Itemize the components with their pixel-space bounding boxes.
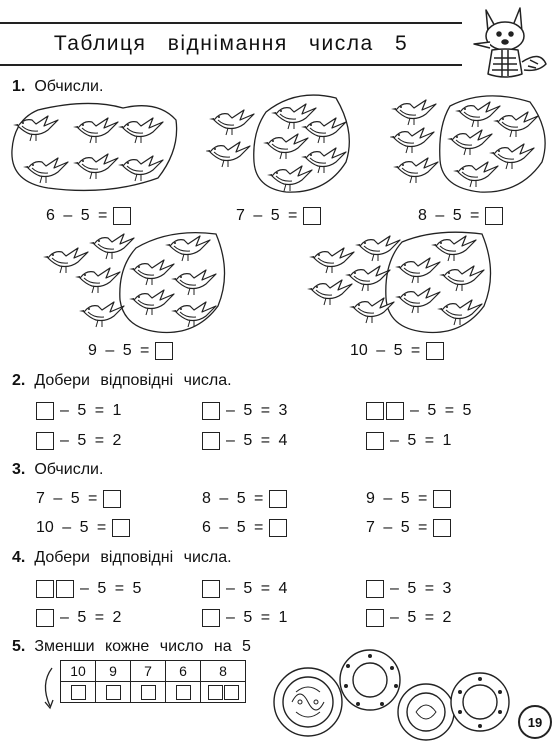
answer-box[interactable] — [303, 207, 321, 225]
section-title: Обчисли. — [34, 78, 104, 95]
bird-group-5 — [306, 228, 496, 338]
task1-expression: 6 – 5 = — [46, 207, 108, 224]
task1-example-5 — [350, 342, 444, 360]
task4-example-3 — [366, 580, 451, 598]
answer-box[interactable] — [269, 490, 287, 508]
table-cell — [131, 682, 166, 703]
task2-expression: – 5 = 3 — [226, 402, 288, 419]
task3-example-3 — [366, 490, 451, 508]
table-cell — [96, 682, 131, 703]
task4-example-5 — [202, 609, 287, 627]
task3-expression: 9 – 5 = — [366, 490, 428, 507]
table-cell: 9 — [96, 661, 131, 682]
task4-expression: – 5 = 4 — [226, 580, 288, 597]
table-cell: 7 — [131, 661, 166, 682]
bird-group-4 — [40, 228, 230, 338]
section-title: Добери відповідні числа. — [34, 372, 232, 389]
task4-expression: – 5 = 2 — [60, 609, 122, 626]
table-cell — [166, 682, 201, 703]
section-2-heading — [12, 372, 232, 390]
task1-expression: 7 – 5 = — [236, 207, 298, 224]
task3-expression: 8 – 5 = — [202, 490, 264, 507]
answer-box[interactable] — [202, 609, 220, 627]
answer-box[interactable] — [386, 402, 404, 420]
answer-box[interactable] — [366, 580, 384, 598]
task4-expression: – 5 = 2 — [390, 609, 452, 626]
curved-arrow-icon — [38, 664, 58, 714]
answer-box[interactable] — [366, 402, 384, 420]
page-number-badge — [518, 705, 552, 739]
answer-box[interactable] — [141, 685, 156, 700]
task4-expression: – 5 = 3 — [390, 580, 452, 597]
section-number: 2. — [12, 372, 26, 389]
answer-box[interactable] — [155, 342, 173, 360]
answer-box[interactable] — [269, 519, 287, 537]
task4-expression: – 5 = 1 — [226, 609, 288, 626]
section-number: 5. — [12, 638, 26, 655]
table-row — [61, 682, 246, 703]
task1-example-2 — [236, 207, 321, 225]
section-number: 1. — [12, 78, 26, 95]
decorative-plates — [270, 646, 510, 742]
fox-mascot-icon — [468, 2, 552, 84]
task1-example-1 — [46, 207, 131, 225]
answer-box[interactable] — [485, 207, 503, 225]
section-number: 3. — [12, 461, 26, 478]
section-3-heading — [12, 461, 103, 479]
section-title: Добери відповідні числа. — [34, 549, 232, 566]
task2-example-6 — [366, 432, 451, 450]
section-5-heading — [12, 638, 251, 656]
answer-box[interactable] — [433, 490, 451, 508]
table-cell: 10 — [61, 661, 96, 682]
answer-box[interactable] — [106, 685, 121, 700]
task2-example-5 — [202, 432, 287, 450]
task2-example-4 — [36, 432, 121, 450]
task2-expression: – 5 = 2 — [60, 432, 122, 449]
task4-example-4 — [36, 609, 121, 627]
bird-group-2 — [206, 92, 356, 197]
answer-box[interactable] — [36, 402, 54, 420]
table-cell: 6 — [166, 661, 201, 682]
task3-expression: 7 – 5 = — [36, 490, 98, 507]
answer-box[interactable] — [426, 342, 444, 360]
task2-expression: – 5 = 1 — [60, 402, 122, 419]
table-cell: 8 — [201, 661, 246, 682]
task2-example-2 — [202, 402, 287, 420]
answer-box[interactable] — [71, 685, 86, 700]
answer-box[interactable] — [366, 609, 384, 627]
task3-example-5 — [202, 519, 287, 537]
number-table — [60, 660, 246, 703]
title-bar — [0, 22, 462, 66]
answer-box[interactable] — [202, 402, 220, 420]
bird-group-3 — [390, 92, 550, 197]
task3-example-4 — [36, 519, 130, 537]
bird-group-1 — [8, 100, 178, 195]
section-1-heading — [12, 78, 103, 96]
page-number: 19 — [527, 714, 543, 730]
task1-expression: 8 – 5 = — [418, 207, 480, 224]
task3-example-1 — [36, 490, 121, 508]
task4-expression: – 5 = 5 — [80, 580, 142, 597]
task4-example-1 — [36, 580, 141, 598]
answer-box[interactable] — [224, 685, 239, 700]
section-title: Зменши кожне число на 5 — [34, 638, 251, 655]
section-4-heading — [12, 549, 232, 567]
table-cell — [61, 682, 96, 703]
task1-example-3 — [418, 207, 503, 225]
answer-box[interactable] — [208, 685, 223, 700]
answer-box[interactable] — [56, 580, 74, 598]
answer-box[interactable] — [176, 685, 191, 700]
task2-example-3 — [366, 402, 471, 420]
answer-box[interactable] — [103, 490, 121, 508]
task3-example-2 — [202, 490, 287, 508]
answer-box[interactable] — [36, 580, 54, 598]
answer-box[interactable] — [202, 580, 220, 598]
answer-box[interactable] — [112, 519, 130, 537]
section-number: 4. — [12, 549, 26, 566]
answer-box[interactable] — [36, 609, 54, 627]
task1-expression: 9 – 5 = — [88, 342, 150, 359]
task2-example-1 — [36, 402, 121, 420]
answer-box[interactable] — [113, 207, 131, 225]
task2-expression: – 5 = 4 — [226, 432, 288, 449]
task3-example-6 — [366, 519, 451, 537]
page-title: Таблиця віднімання числа 5 — [53, 32, 409, 55]
task3-expression: 7 – 5 = — [366, 519, 428, 536]
task4-example-2 — [202, 580, 287, 598]
task3-expression: 10 – 5 = — [36, 519, 107, 536]
table-cell — [201, 682, 246, 703]
answer-box[interactable] — [36, 432, 54, 450]
task4-example-6 — [366, 609, 451, 627]
answer-box[interactable] — [433, 519, 451, 537]
section-title: Обчисли. — [34, 461, 104, 478]
task2-expression: – 5 = 5 — [410, 402, 472, 419]
answer-box[interactable] — [202, 432, 220, 450]
task1-example-4 — [88, 342, 173, 360]
task3-expression: 6 – 5 = — [202, 519, 264, 536]
task1-expression: 10 – 5 = — [350, 342, 421, 359]
answer-box[interactable] — [366, 432, 384, 450]
task2-expression: – 5 = 1 — [390, 432, 452, 449]
table-row — [61, 661, 246, 682]
